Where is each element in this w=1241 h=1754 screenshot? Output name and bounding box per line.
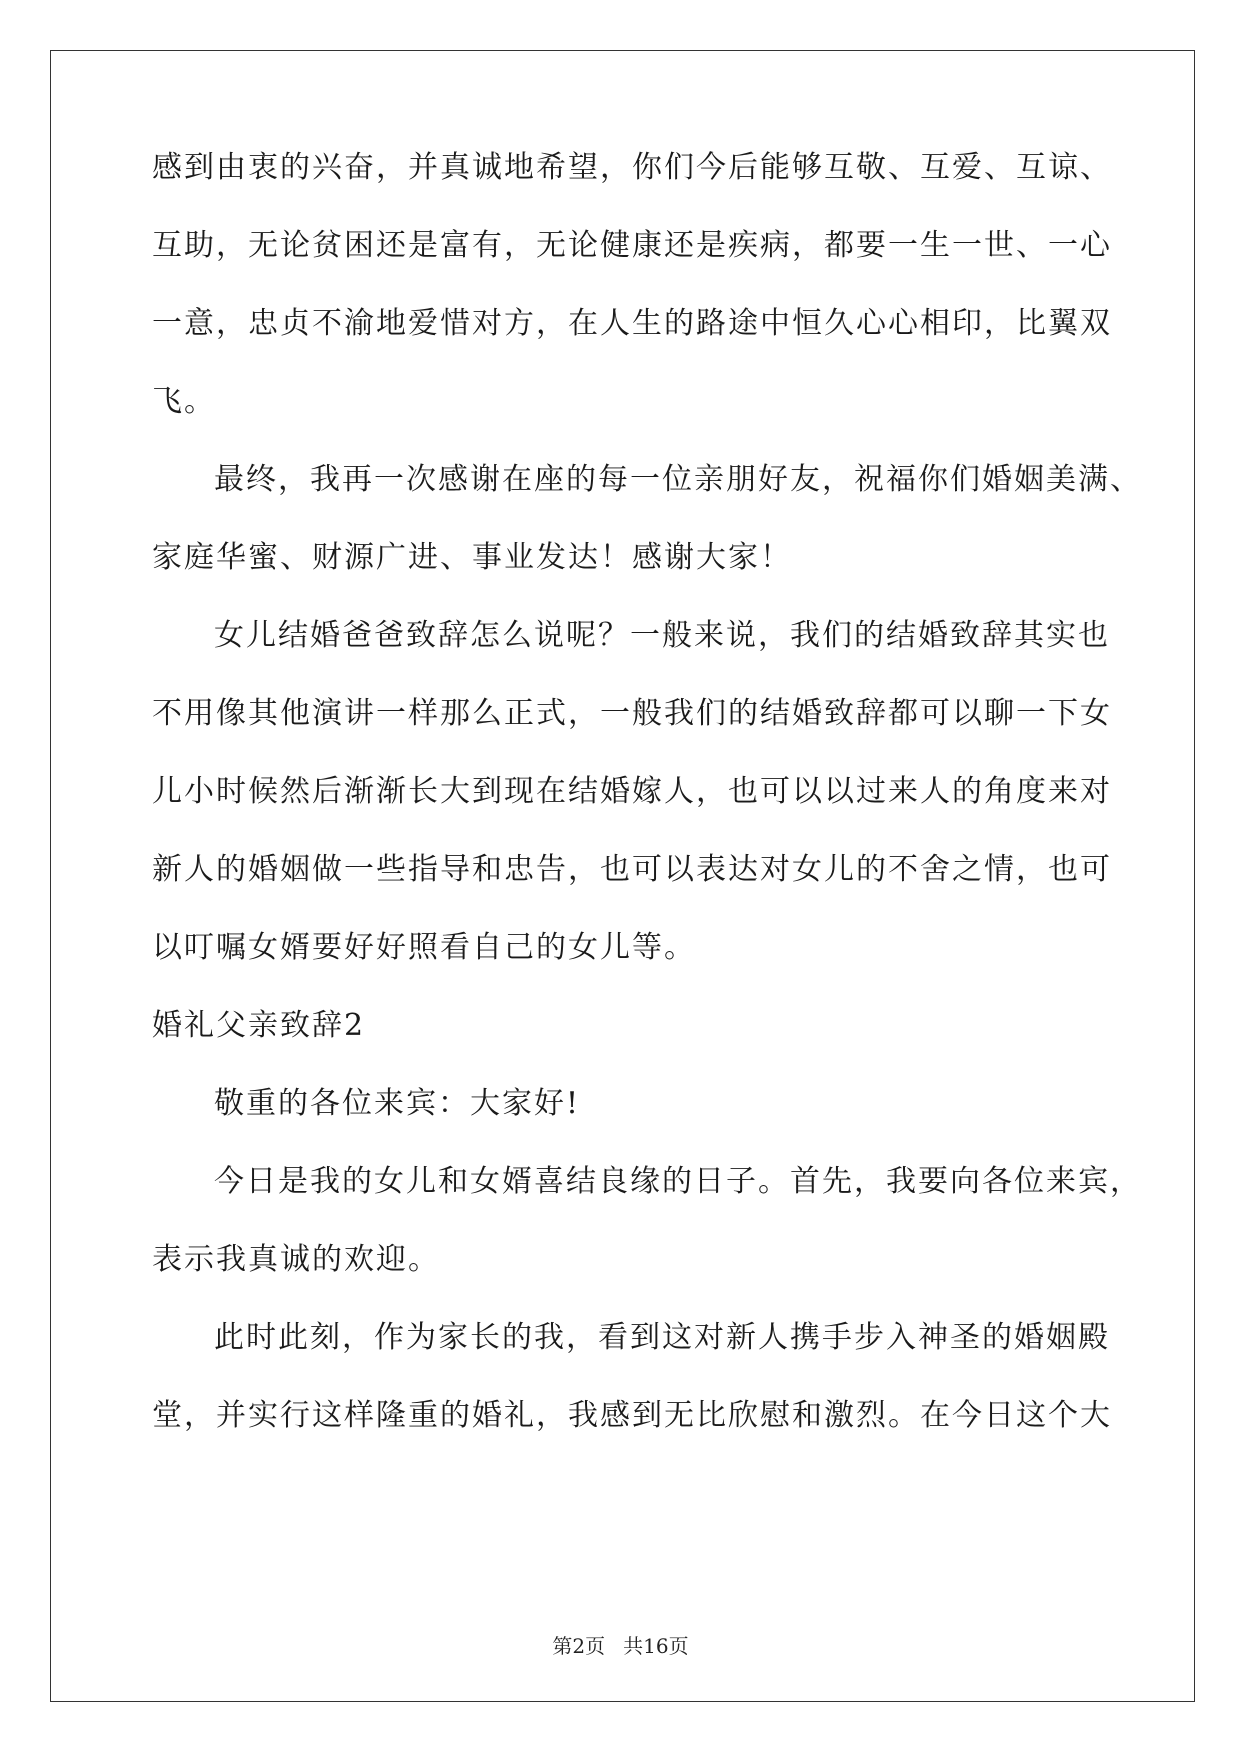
page-footer xyxy=(0,1634,1241,1658)
page-number: 第2页 xyxy=(552,1634,606,1658)
page-total: 共16页 xyxy=(623,1634,689,1658)
text-line: 表示我真诚的欢迎。 xyxy=(152,1242,440,1277)
text-line: 以叮嘱女婿要好好照看自己的女儿等。 xyxy=(152,930,696,965)
section-heading: 婚礼父亲致辞2 xyxy=(152,1008,366,1043)
paragraph-start: 女儿结婚爸爸致辞怎么说呢？一般来说，我们的结婚致辞其实也 xyxy=(214,618,1110,653)
text-line: 堂，并实行这样隆重的婚礼，我感到无比欣慰和激烈。在今日这个大 xyxy=(152,1398,1112,1433)
paragraph-start: 今日是我的女儿和女婿喜结良缘的日子。首先，我要向各位来宾， xyxy=(214,1164,1142,1199)
text-line: 不用像其他演讲一样那么正式，一般我们的结婚致辞都可以聊一下女 xyxy=(152,696,1112,731)
text-line: 新人的婚姻做一些指导和忠告，也可以表达对女儿的不舍之情，也可 xyxy=(152,852,1112,887)
text-line: 感到由衷的兴奋，并真诚地希望，你们今后能够互敬、互爱、互谅、 xyxy=(152,150,1112,185)
salutation: 敬重的各位来宾：大家好! xyxy=(214,1086,581,1121)
text-line: 互助，无论贫困还是富有，无论健康还是疾病，都要一生一世、一心 xyxy=(152,228,1112,263)
text-line: 家庭华蜜、财源广进、事业发达！感谢大家！ xyxy=(152,540,792,575)
text-line: 飞。 xyxy=(152,384,216,419)
text-line: 儿小时候然后渐渐长大到现在结婚嫁人，也可以以过来人的角度来对 xyxy=(152,774,1112,809)
text-line: 一意，忠贞不渝地爱惜对方，在人生的路途中恒久心心相印，比翼双 xyxy=(152,306,1112,341)
paragraph-start: 此时此刻，作为家长的我，看到这对新人携手步入神圣的婚姻殿 xyxy=(214,1320,1110,1355)
paragraph-start: 最终，我再一次感谢在座的每一位亲朋好友，祝福你们婚姻美满、 xyxy=(214,462,1142,497)
